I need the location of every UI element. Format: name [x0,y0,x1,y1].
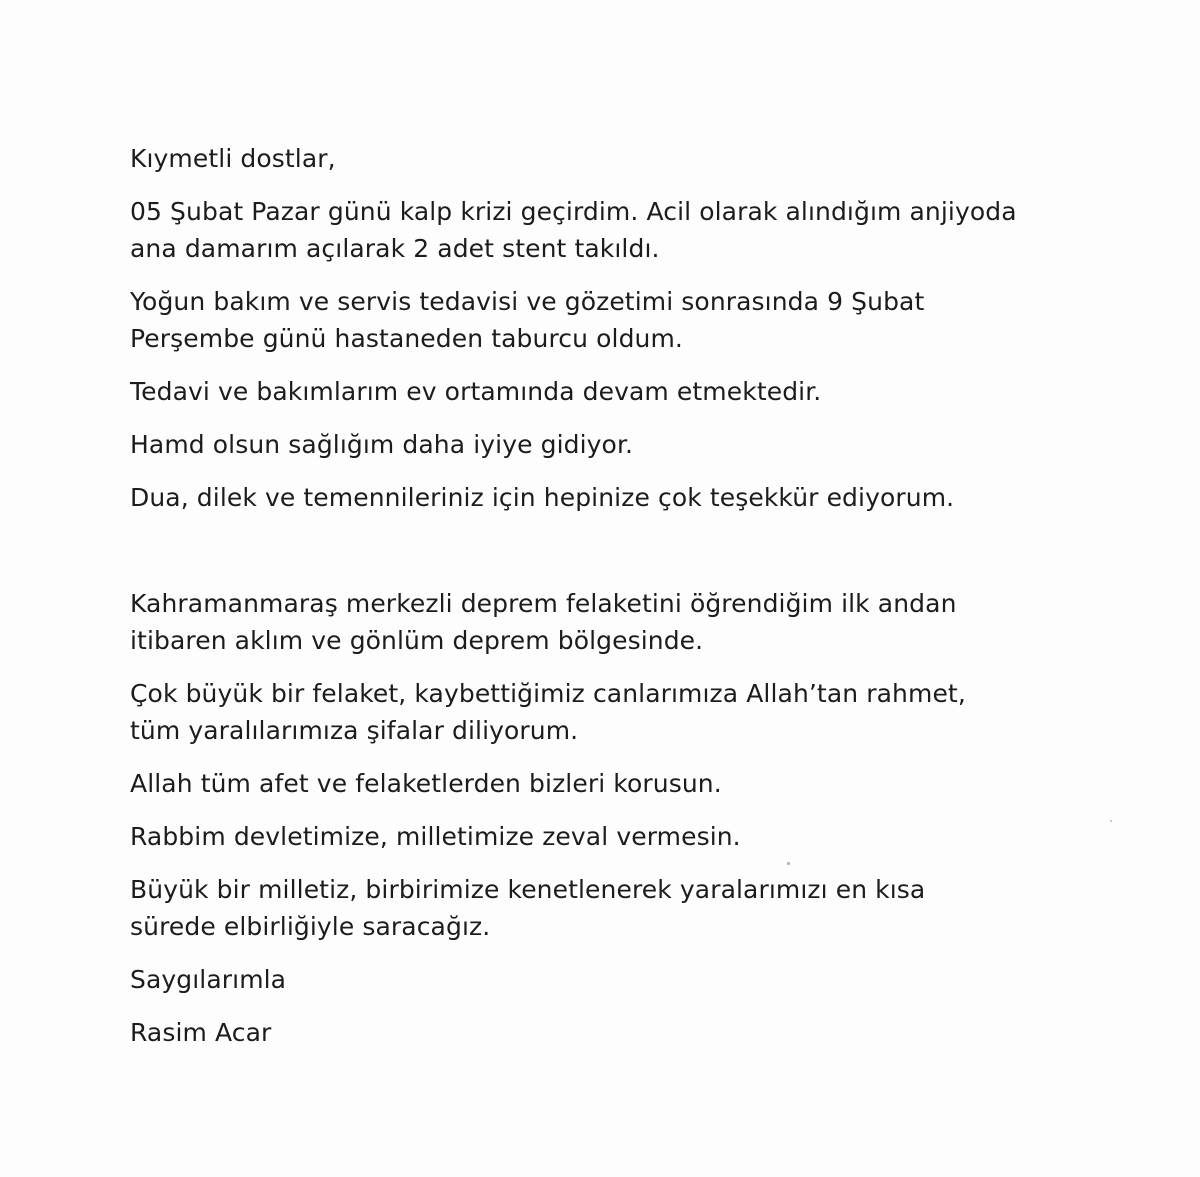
signature [130,1014,1130,1051]
closing-line: Saygılarımla [130,965,287,994]
signature-name: Rasim Acar [130,1018,272,1047]
paragraph-thanks [130,479,1130,516]
text-line: Kahramanmaraş merkezli deprem felaketini öğrendiğim ilk andan [130,589,957,618]
text-line: ana damarım açılarak 2 adet stent takıldı. [130,234,660,263]
closing [130,961,1130,998]
paragraph-prayer [130,765,1130,802]
paragraph-health [130,426,1130,463]
greeting [130,140,1130,177]
paragraph-treatment [130,373,1130,410]
text-line: tüm yaralılarımıza şifalar diliyorum. [130,716,579,745]
scan-speck [787,862,790,865]
paragraph-earthquake [130,585,1130,659]
paragraph-heart-attack [130,193,1130,267]
letter-body [130,140,1130,1067]
text-line: sürede elbirliğiyle saracağız. [130,912,491,941]
text-line: Büyük bir milletiz, birbirimize kenetlenerek yaralarımızı en kısa [130,875,926,904]
text-line: Allah tüm afet ve felaketlerden bizleri korusun. [130,769,722,798]
text-line: Rabbim devletimize, milletimize zeval vermesin. [130,822,741,851]
text-line: Perşembe günü hastaneden taburcu oldum. [130,324,683,353]
text-line: Dua, dilek ve temennileriniz için hepinize çok teşekkür ediyorum. [130,483,955,512]
greeting-line: Kıymetli dostlar, [130,144,336,173]
text-line: Tedavi ve bakımlarım ev ortamında devam etmektedir. [130,377,822,406]
text-line: Hamd olsun sağlığım daha iyiye gidiyor. [130,430,634,459]
section-gap [130,532,1130,585]
text-line: Çok büyük bir felaket, kaybettiğimiz canlarımıza Allah’tan rahmet, [130,679,966,708]
paragraph-discharge [130,283,1130,357]
text-line: Yoğun bakım ve servis tedavisi ve gözetimi sonrasında 9 Şubat [130,287,925,316]
paragraph-state [130,818,1130,855]
text-line: 05 Şubat Pazar günü kalp krizi geçirdim. Acil olarak alındığım anjiyoda [130,197,1017,226]
text-line: itibaren aklım ve gönlüm deprem bölgesinde. [130,626,704,655]
paragraph-condolence [130,675,1130,749]
paragraph-unity [130,871,1130,945]
scan-speck [1110,820,1112,822]
